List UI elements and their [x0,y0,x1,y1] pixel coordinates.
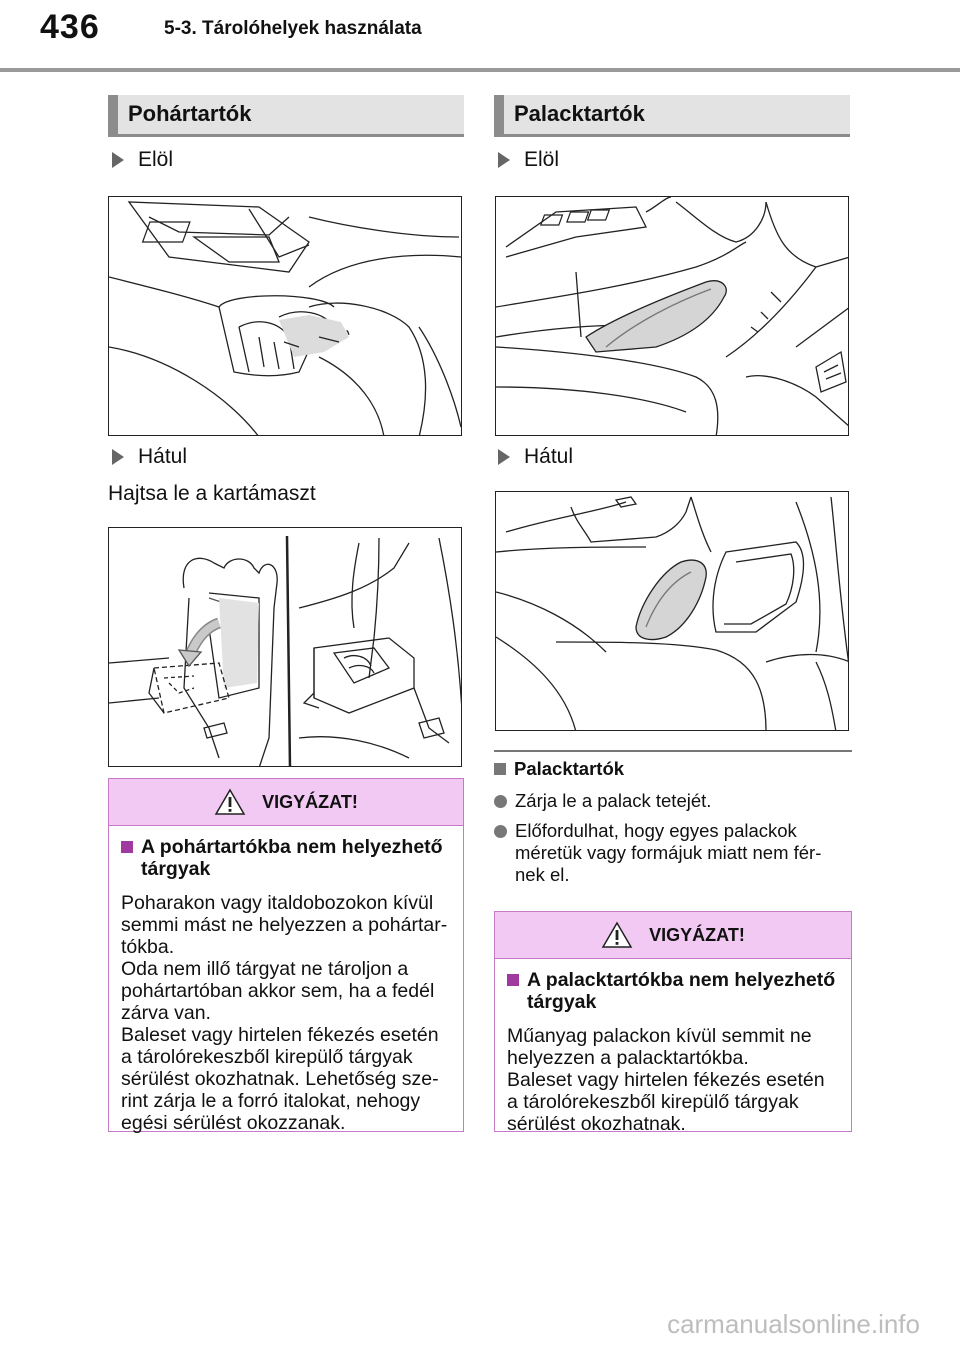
caution-heading-text: A pohártartókba nem helyezhető tárgyak [141,836,443,880]
warning-triangle-icon [214,788,246,816]
pointer-triangle-icon [498,449,510,465]
bullet-dot-icon [494,825,507,838]
watermark: carmanualsonline.info [667,1309,920,1339]
caution-header [495,912,851,959]
pointer-triangle-icon [498,152,510,168]
info-bullet-list [494,790,852,886]
caution-header [109,779,463,826]
info-heading-bottleholders [494,758,852,780]
caution-heading [507,969,837,1013]
caution-title: VIGYÁZAT! [649,924,745,945]
pointer-triangle-icon [112,449,124,465]
caution-title: VIGYÁZAT! [262,791,358,812]
rear-instruction: Hajtsa le a kartámaszt [108,482,316,505]
caution-text: Poharakon vagy italdobozokon kívül semmi mást ne helyezzen a pohártar- tókba. Oda nem illő tárgyat ne tároljon a pohártartóban akkor sem, ha a fedél zárva van. Baleset vagy hirtelen fékezés esetén a tárolórekeszből kirepülő tárgyak sérülést okozhatnak. Lehetőség sze- rint zárja le a forró italokat, nehogy egési sérülést okozzanak. [121,892,448,1134]
caution-box-bottleholders [494,911,852,1135]
square-bullet-icon [121,841,133,853]
label-rear-bottleholder [494,445,573,469]
square-bullet-icon [494,763,506,775]
figure-front-cupholder [108,196,462,436]
figure-rear-bottleholder [495,491,849,731]
label-text: Hátul [138,445,188,468]
list-item-text: Előfordulhat, hogy egyes palackok méretük vagy formájuk miatt nem fér- nek el. [515,820,822,885]
caution-box-cupholders [108,778,464,1132]
divider-line [494,750,852,752]
figure-front-bottleholder [495,196,849,436]
caution-heading [121,836,449,880]
header-rule [0,68,960,72]
section-title-bottleholders: Palacktartók [494,95,850,137]
label-front-cupholder [108,148,173,172]
list-item [494,820,852,886]
chapter-title: 5-3. Tárolóhelyek használata [164,18,422,39]
figure-rear-cupholder [108,527,462,767]
warning-triangle-icon [601,921,633,949]
label-text: Elöl [524,148,560,171]
bullet-dot-icon [494,795,507,808]
list-item-text: Zárja le a palack tetejét. [515,790,712,811]
label-text: Elöl [138,148,174,171]
label-front-bottleholder [494,148,559,172]
caution-text: Műanyag palackon kívül semmit ne helyezzen a palacktartókba. Baleset vagy hirtelen fékezés esetén a tárolórekeszből kirepülő tárgyak sérülést okozhatnak. [507,1025,825,1135]
section-title-cupholders: Pohártartók [108,95,464,137]
square-bullet-icon [507,974,519,986]
list-item [494,790,852,812]
page-number: 436 [40,8,100,46]
label-text: Hátul [524,445,574,468]
label-rear-cupholder [108,445,187,469]
caution-heading-text: A palacktartókba nem helyezhető tárgyak [527,969,836,1013]
info-heading-text: Palacktartók [514,758,625,779]
pointer-triangle-icon [112,152,124,168]
